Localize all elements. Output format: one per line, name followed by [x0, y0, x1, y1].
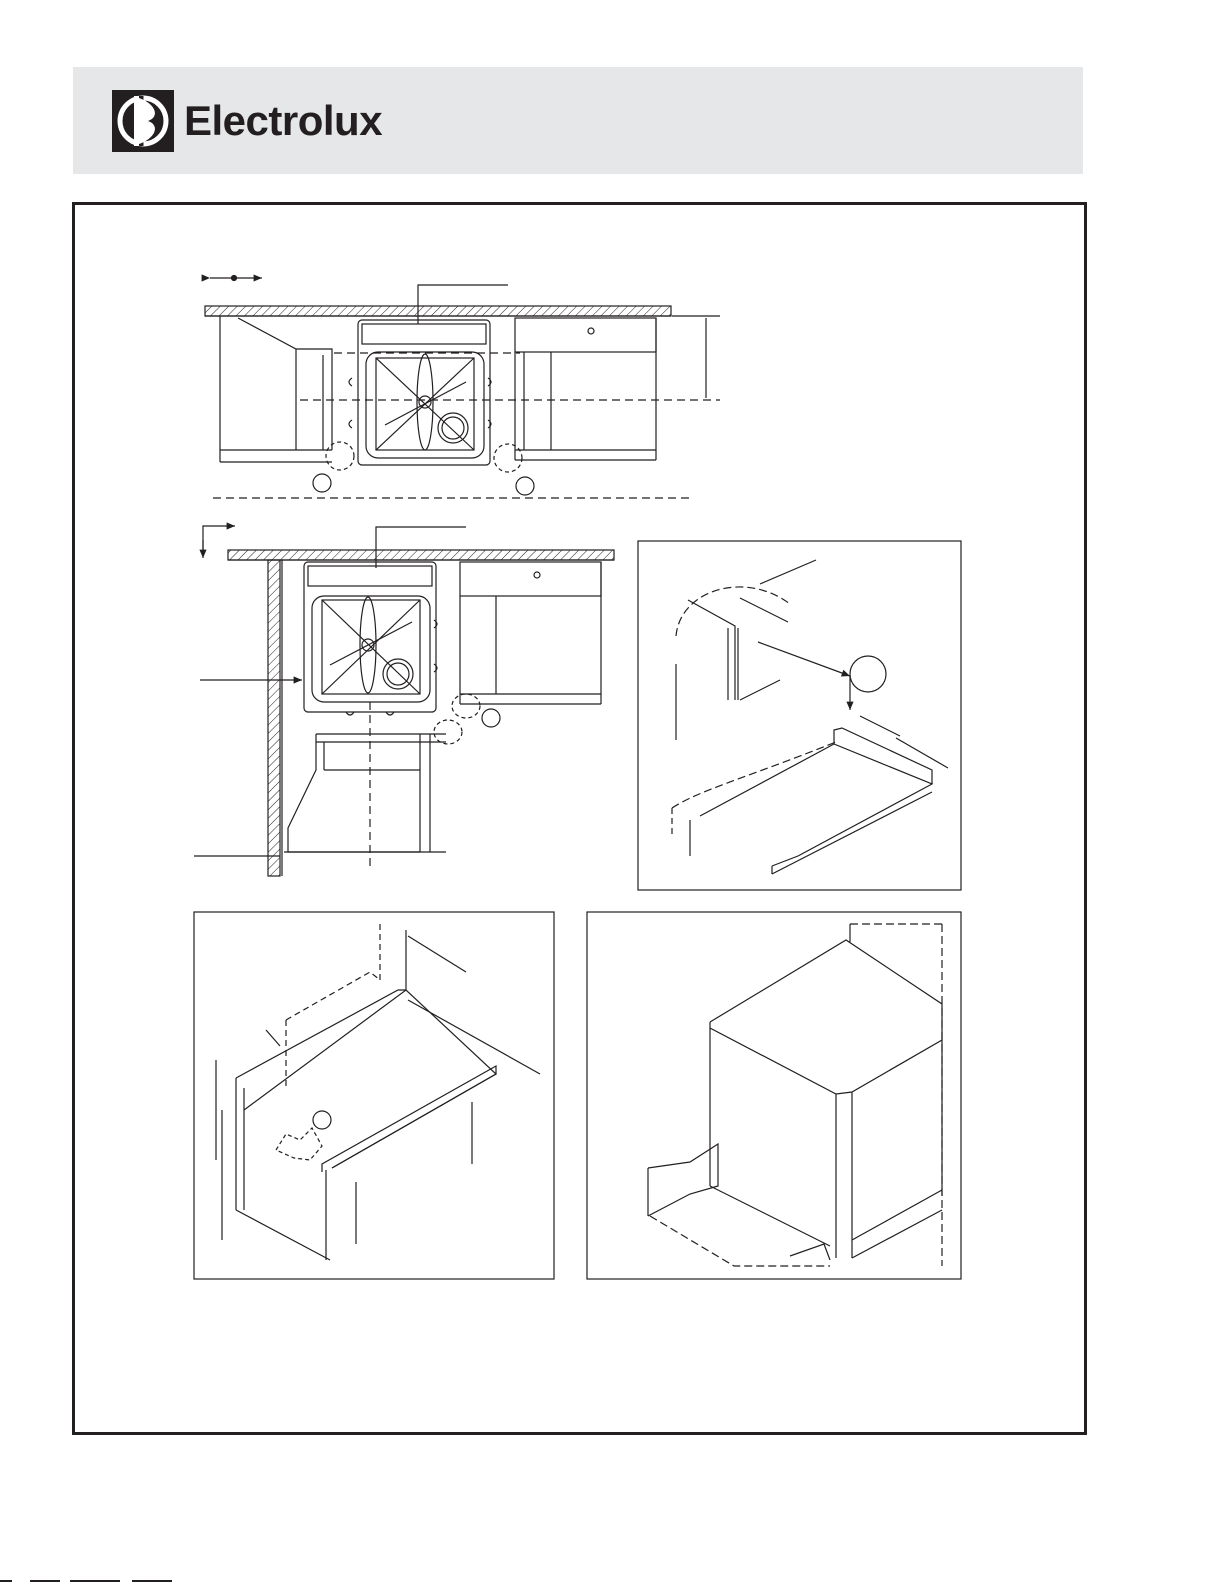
arrows-horizontal-icon	[210, 276, 262, 281]
detail-b-table-isometric	[194, 912, 554, 1279]
detail-c-unit-isometric	[587, 912, 961, 1279]
detail-a-backsplash	[638, 541, 961, 890]
footer-mark	[0, 1578, 180, 1584]
brand-name: Electrolux	[184, 97, 383, 144]
plan-view-straight	[205, 276, 720, 499]
plan-view-corner	[194, 526, 614, 876]
